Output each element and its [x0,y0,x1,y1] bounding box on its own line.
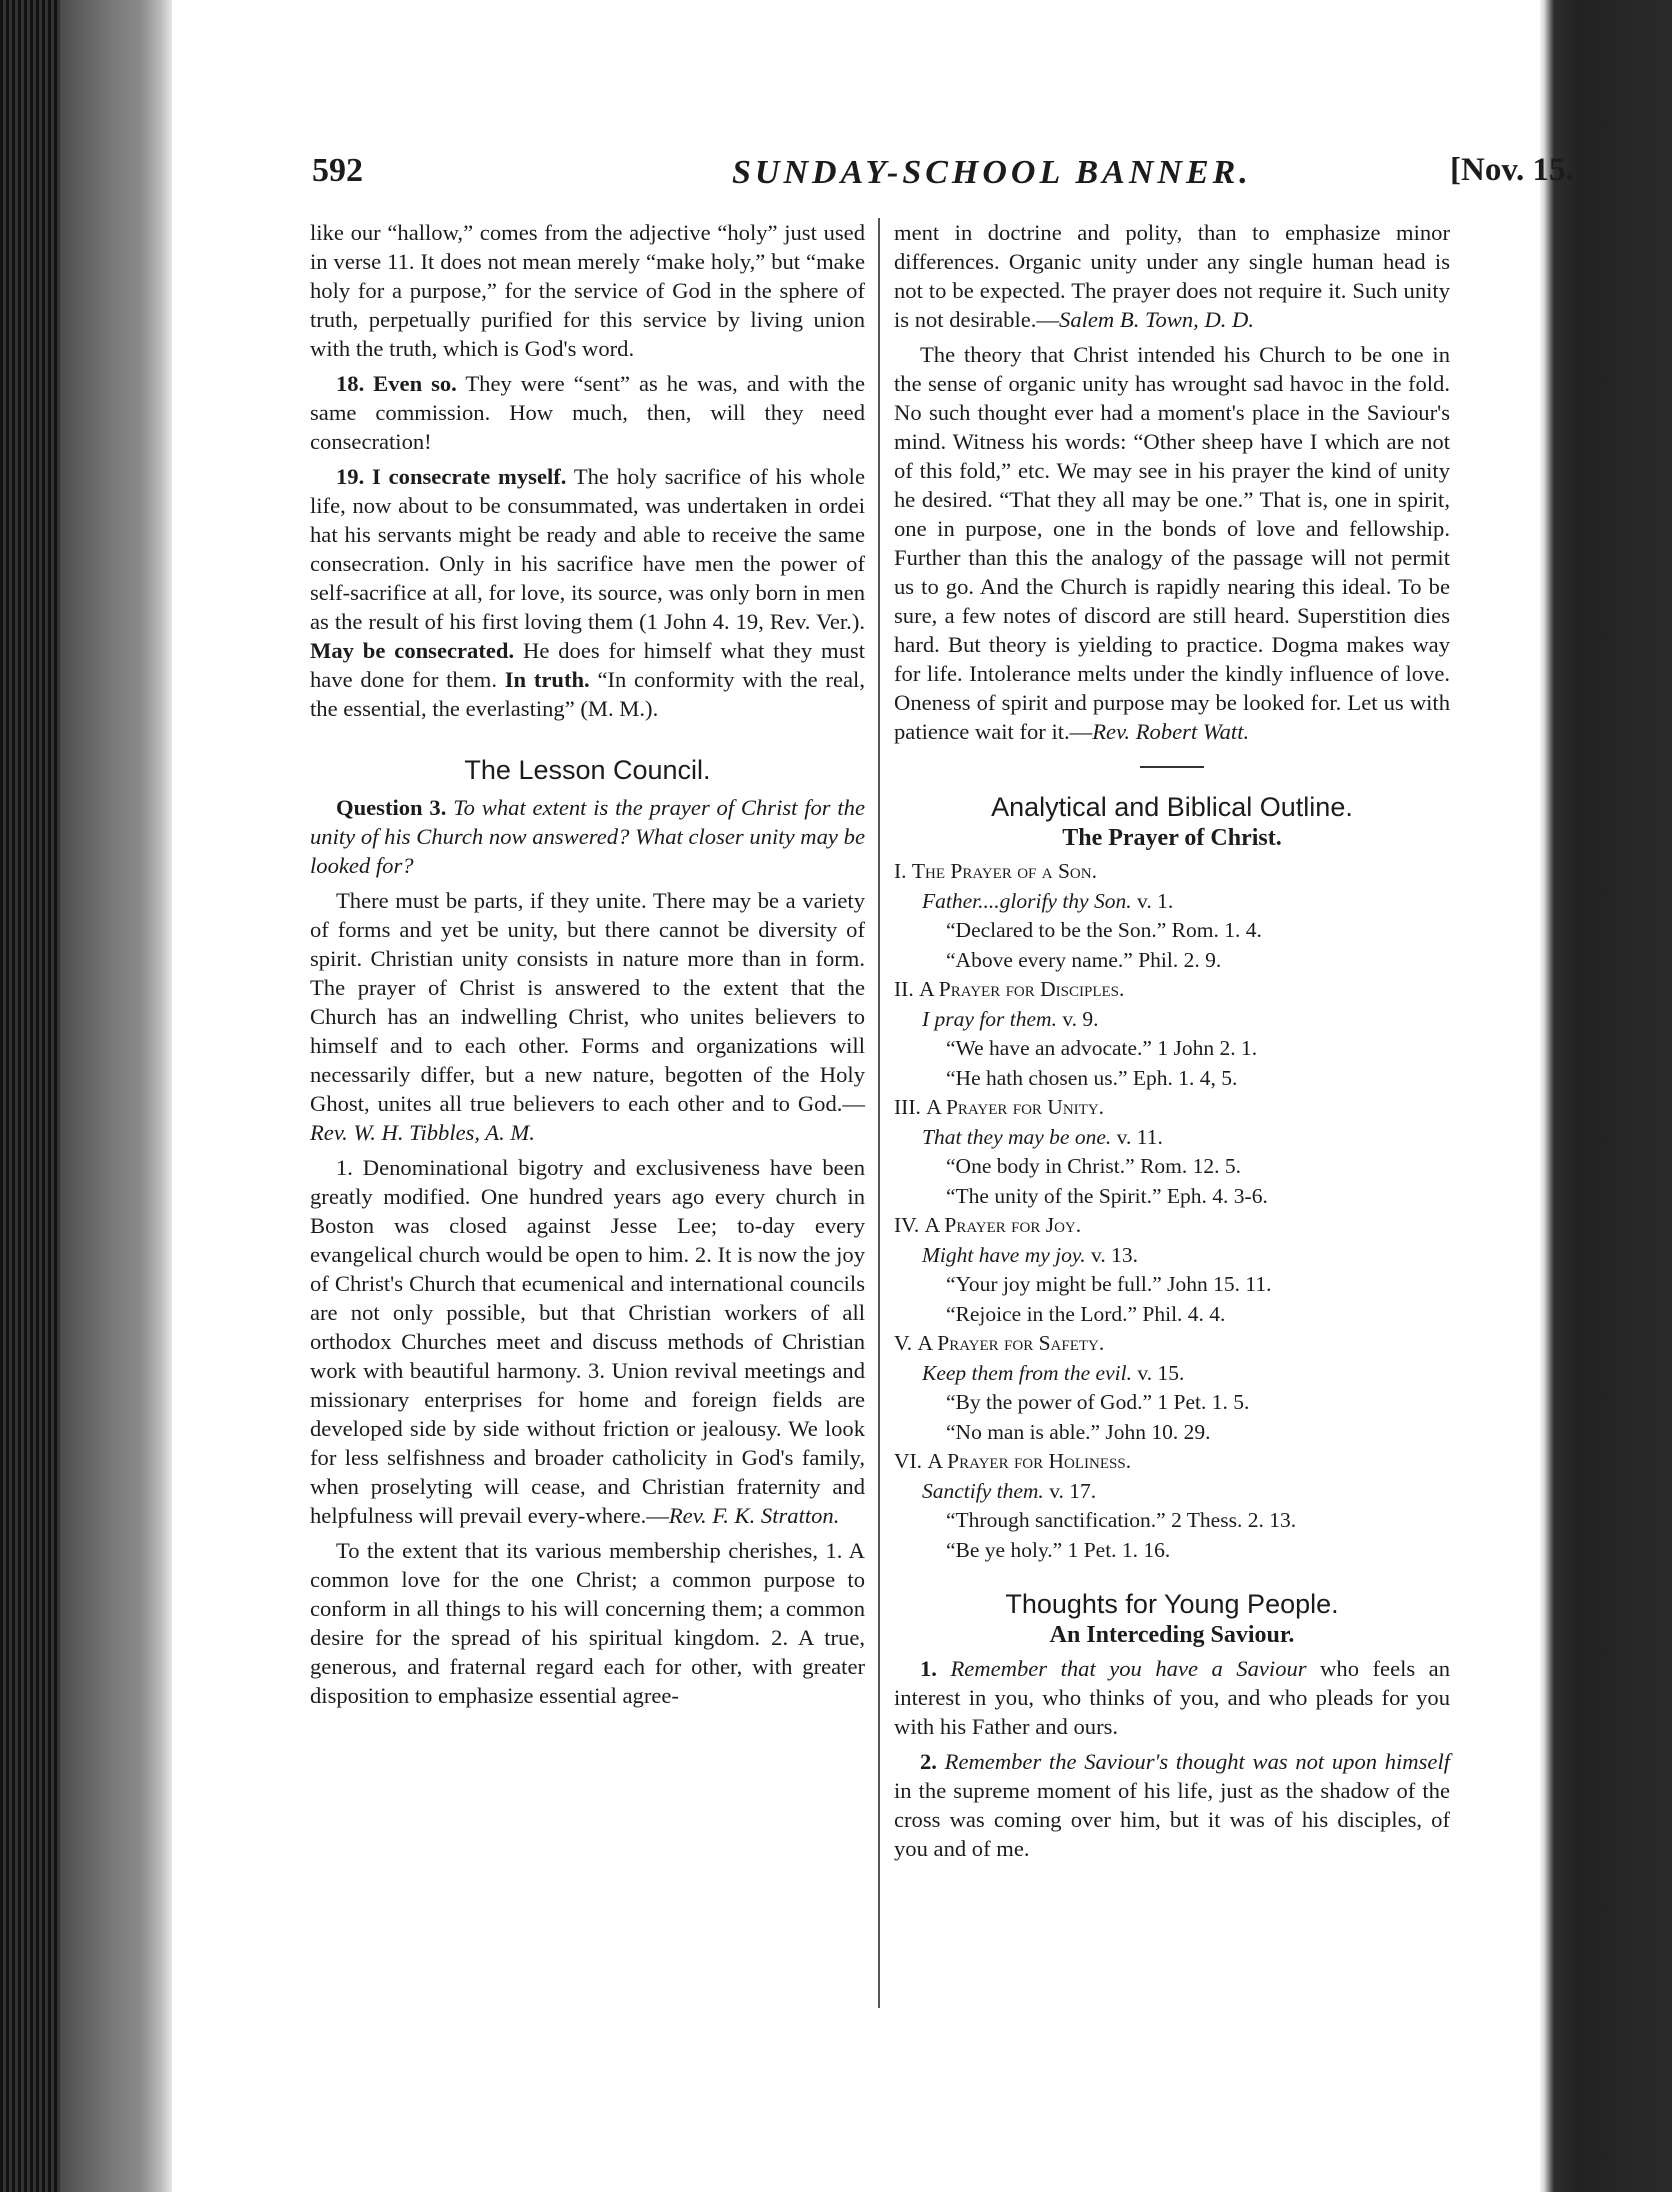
outline-reference: “Rejoice in the Lord.” Phil. 4. 4. [946,1301,1226,1326]
facing-page-shadow [1540,0,1672,2192]
section-rule [1140,766,1204,768]
left-column [310,218,865,1710]
question-3-label: Question 3. [336,795,447,820]
issue-date: [Nov. 15. [1450,152,1574,188]
outline-heading: I. The Prayer of a Son. [894,859,1097,883]
verse-19-text: The holy sacrifice of his whole life, now about to be consummated, was undertaken in ordei hat his servants might be ready and able to receive the same consecration. Only in his sacrifice have men the power of self-sacrifice at all, for love, its source, was only born in men as the result of his first loving them (1 John 4. 19, Rev. Ver.). [310,464,865,634]
thought-1-text: who feels an interest in you, who thinks of you, and who pleads for you with his Father and ours. [894,1656,1451,1739]
verse-19-head: 19. I consecrate myself. [336,464,567,489]
outline-verse: Keep them from the evil. v. 15. [922,1360,1185,1385]
outline-reference: “Declared to be the Son.” Rom. 1. 4. [946,918,1262,942]
outline-heading: V. A Prayer for Safety. [894,1331,1105,1355]
outline-reference: “Above every name.” Phil. 2. 9. [946,947,1222,972]
outline-verse: I pray for them. v. 9. [922,1006,1099,1031]
outline-reference: “He hath chosen us.” Eph. 1. 4, 5. [946,1065,1238,1090]
outline-verse: Sanctify them. v. 17. [922,1478,1097,1503]
column-rule [878,218,880,2008]
thought-2-emphasis: Remember the Saviour's thought was not upon himself [944,1749,1451,1774]
verse-19-text-2: He does for himself what they must have done for them. [310,638,865,692]
biblical-outline [894,857,1450,1565]
answer-stratton-signature: Rev. F. K. Stratton. [668,1503,840,1528]
outline-verse: That they may be one. v. 11. [922,1124,1163,1149]
answer-watt-signature: Rev. Robert Watt. [1092,719,1250,744]
running-header [312,152,1612,212]
lesson-council-title: The Lesson Council. [464,755,711,785]
verse-19-note [310,462,865,723]
thought-2-number: 2. [920,1749,937,1774]
answer-tibbles-signature: Rev. W. H. Tibbles, A. M. [310,1120,535,1145]
outline-reference: “One body in Christ.” Rom. 12. 5. [946,1154,1242,1178]
answer-town-text: ment in doctrine and polity, than to emphasize minor differences. Organic unity under any single human head is not to be expected. The prayer does not require it. Such unity is not desirable.— [894,220,1450,332]
thought-1-emphasis: Remember that you have a Saviour [950,1656,1307,1681]
thought-1 [894,1654,1450,1741]
answer-stratton [310,1153,865,1530]
answer-town-continued [894,218,1450,334]
verse-18-head: 18. Even so. [336,371,457,396]
outline-heading: III. A Prayer for Unity. [894,1095,1105,1119]
answer-town-signature: Salem B. Town, D. D. [1059,307,1255,332]
right-column [894,218,1450,1863]
answer-tibbles-text: There must be parts, if they unite. There may be a variety of forms and yet be unity, but there cannot be diversity of spirit. Christian unity consists in nature more than in form. The prayer of Christ is answered to the extent that the Church has an indwelling Christ, who unites believers to himself and to each other. Forms and organizations will necessarily differ, but a new nature, begotten of the Holy Ghost, unites all true believers to each other and to God.— [310,888,865,1116]
running-title: SUNDAY-SCHOOL BANNER. [732,154,1252,191]
verse-18-text: They were “sent” as he was, and with the same commission. How much, then, will they need consecration! [310,371,865,454]
outline-heading: VI. A Prayer for Holiness. [894,1449,1132,1473]
verse-19-text-3: “In conformity with the real, the essential, the everlasting” (M. M.). [310,667,865,721]
outline-reference: “By the power of God.” 1 Pet. 1. 5. [946,1390,1250,1414]
answer-watt [894,340,1450,746]
question-3-text: To what extent is the prayer of Christ for the unity of his Church now answered? What closer unity may be looked for? [310,795,866,878]
outline-reference: “Through sanctification.” 2 Thess. 2. 13. [946,1508,1297,1532]
outline-title: Analytical and Biblical Outline. [991,792,1353,822]
thoughts-title: Thoughts for Young People. [1005,1589,1339,1619]
thought-2-text: in the supreme moment of his life, just as the shadow of the cross was coming over him, but it was of his disciples, of you and of me. [894,1778,1450,1861]
page-edges [0,0,60,2192]
book-binding [0,0,172,2192]
outline-verse: Father....glorify thy Son. v. 1. [922,888,1174,913]
answer-town: To the extent that its various membership cherishes, 1. A common love for the one Christ; a common purpose to conform in all things to his will concerning them; a common desire for the spread of his spiritual kingdom. 2. A true, generous, and fraternal regard each for other, with greater disposition to emphasize essential agree- [310,1538,865,1708]
thought-2 [894,1747,1450,1863]
verse-19-head-3: In truth. [504,667,590,692]
commentary-paragraph: like our “hallow,” comes from the adjective “holy” just used in verse 11. It does not mean merely “make holy,” but “make holy for a purpose,” for the service of God in the sphere of truth, perpetually purified for this service by living union with the truth, which is God's word. [310,220,865,361]
book-page [172,0,1574,2192]
answer-watt-text: The theory that Christ intended his Church to be one in the sense of organic unity has wrought sad havoc in the fold. No such thought ever had a moment's place in the Saviour's mind. Witness his words: “Other sheep have I which are not of this fold,” etc. We may see in his prayer the kind of unity he desired. “That they all may be one.” That is, one in spirit, one in purpose, one in the bonds of love and fellowship. Further than this the analogy of the passage will not permit us to go. And the Church is rapidly nearing this ideal. To be sure, a few notes of discord are still heard. Superstition dies hard. But theory is yielding to practice. Dogma makes way for life. Intolerance melts under the kindly influence of love. Oneness of spirit and purpose may be looked for. Let us with patience wait for it.— [894,342,1450,744]
outline-heading: II. A Prayer for Disciples. [894,977,1125,1001]
thoughts-subtitle: An Interceding Saviour. [1049,1622,1295,1648]
outline-reference: “Be ye holy.” 1 Pet. 1. 16. [946,1537,1171,1562]
outline-reference: “We have an advocate.” 1 John 2. 1. [946,1036,1258,1060]
outline-reference: “No man is able.” John 10. 29. [946,1419,1211,1444]
verse-18-note [310,369,865,456]
page-number: 592 [312,152,363,189]
outline-heading: IV. A Prayer for Joy. [894,1213,1082,1237]
thought-1-number: 1. [920,1656,937,1681]
answer-tibbles [310,886,865,1147]
answer-stratton-text: 1. Denominational bigotry and exclusiveness have been greatly modified. One hundred years ago every church in Boston was closed against Jesse Lee; to-day every evangelical church would be open to him. 2. It is now the joy of Christ's Church that ecumenical and international councils are not only possible, but that Christian workers of all orthodox Churches meet and discuss methods of Christian work with beautiful harmony. 3. Union revival meetings and missionary enterprises for home and foreign fields are developed side by side without friction or jealousy. We look for less selfishness and broader catholicity in God's family, when proselyting will cease, and Christian fraternity and helpfulness will prevail every-where.— [310,1155,865,1528]
outline-reference: “Your joy might be full.” John 15. 11. [946,1272,1272,1296]
question-3 [310,793,865,880]
outline-reference: “The unity of the Spirit.” Eph. 4. 3-6. [946,1183,1268,1208]
verse-19-head-2: May be consecrated. [310,638,515,663]
outline-subtitle: The Prayer of Christ. [1062,825,1282,851]
outline-verse: Might have my joy. v. 13. [922,1242,1138,1267]
